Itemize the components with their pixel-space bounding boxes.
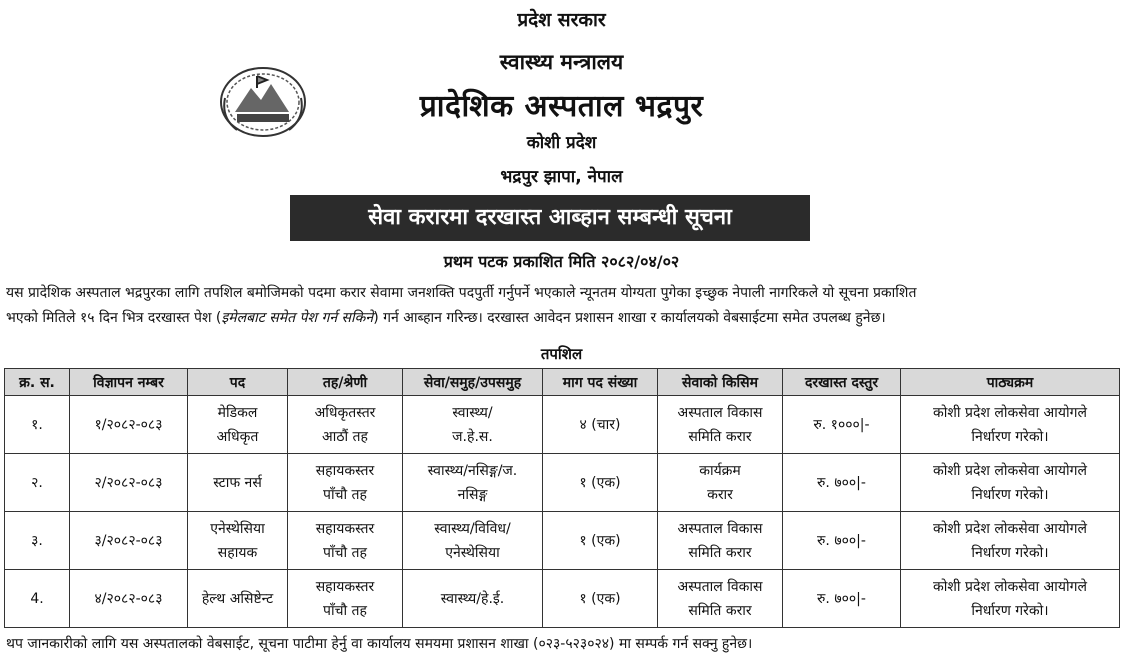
cell-text: आठौं तह [322,428,368,445]
cell-text: अधिकृतस्तर [314,404,376,421]
footer-contact-note: थप जानकारीको लागि यस अस्पतालको वेबसाईट, सूचना पाटीमा हेर्नु वा कार्यालय समयमा प्रशासन शाखा (०२३-५२३०२४) मा सम्पर्क गर्न सक्नु हुनेछ। [6,636,753,652]
org-line-province-government: प्रदेश सरकार [517,9,606,31]
cell-text: सहायक [217,544,258,561]
cell-text: ज.हे.स. [452,428,493,445]
header-syllabus: पाठ्यक्रम [901,369,1120,396]
cell-text: अधिकृत [216,428,259,445]
cell-text: अस्पताल विकास [677,578,763,595]
cell-advertisement-no: ३/२०८२-०८३ [70,512,188,570]
cell-text: पाँचौ तह [323,602,367,619]
header-post: पद [188,369,288,396]
header-service-type: सेवाको किसिम [658,369,783,396]
cell-level [288,396,403,454]
cell-syllabus [901,454,1120,512]
cell-advertisement-no: ४/२०८२-०८३ [70,570,188,628]
cell-serial-no: 4. [5,570,70,628]
cell-service-type [658,570,783,628]
cell-serial-no: २. [5,454,70,512]
cell-post [188,396,288,454]
cell-level [288,454,403,512]
cell-serial-no: १. [5,396,70,454]
email-note: इमेलबाट समेत पेश गर्न सकिने [221,310,374,326]
cell-text: अस्पताल विकास [677,520,763,537]
cell-text: स्वास्थ्य/ [452,404,493,421]
notice-body-text: ) गर्न आब्हान गरिन्छ। दरखास्त आवेदन प्रशासन शाखा र कार्यालयको वेबसाईटमा समेत उपलब्ध हुनेछ। [373,310,886,326]
cell-text: स्वास्थ्य/नसिङ्ग/ज. [427,462,518,479]
cell-positions-required: १ (एक) [543,454,658,512]
cell-text: एनेस्थेसिया [445,544,500,561]
cell-application-fee: रु. ७००|- [783,512,901,570]
cell-text: निर्धारण गरेको। [971,544,1049,561]
cell-post [188,454,288,512]
header-level: तह/श्रेणी [288,369,403,396]
org-line-address: भद्रपुर झापा, नेपाल [500,167,623,187]
table-row [5,512,1120,570]
notice-body-line-1: यस प्रादेशिक अस्पताल भद्रपुरका लागि तपशिल बमोजिमको पदमा करार सेवामा जनशक्ति पदपुर्ती गर्नुपर्ने भएकाले न्यूनतम योग्यता पुगेका इच्छुक नेपाली नागरिकले यो सूचना प्रकाशित [6,285,917,301]
cell-positions-required: १ (एक) [543,570,658,628]
cell-text: कोशी प्रदेश लोकसेवा आयोगले [933,462,1087,479]
hospital-name-title: प्रादेशिक अस्पताल भद्रपुर [419,89,704,124]
cell-text: मेडिकल [217,404,258,421]
publication-date: प्रथम पटक प्रकाशित मिति २०८२/०४/०२ [443,252,680,271]
cell-service-group [403,512,543,570]
cell-post [188,512,288,570]
cell-advertisement-no: १/२०८२-०८३ [70,396,188,454]
header-service-group: सेवा/समुह/उपसमुह [403,369,543,396]
details-heading: तपशिल [540,345,583,363]
notice-body-text: भएको मितिले १५ दिन भित्र दरखास्त पेश ( [6,310,222,326]
org-line-ministry: स्वास्थ्य मन्त्रालय [499,50,624,74]
cell-syllabus [901,570,1120,628]
notice-body [6,281,1118,331]
cell-service-type [658,454,783,512]
cell-service-group [403,454,543,512]
cell-text: सहायकस्तर [315,462,375,479]
cell-text: करार [707,486,733,503]
header-serial-no: क्र. स. [5,369,70,396]
notice-title-banner: सेवा करारमा दरखास्त आब्हान सम्बन्धी सूचना [290,195,810,241]
header-positions-required: माग पद संख्या [543,369,658,396]
cell-advertisement-no: २/२०८२-०८३ [70,454,188,512]
cell-application-fee: रु. १०००|- [783,396,901,454]
cell-text: कोशी प्रदेश लोकसेवा आयोगले [933,520,1087,537]
cell-text: कोशी प्रदेश लोकसेवा आयोगले [933,404,1087,421]
header-advertisement-no: विज्ञापन नम्बर [70,369,188,396]
cell-text: एनेस्थेसिया [210,520,265,537]
cell-text: सहायकस्तर [315,520,375,537]
cell-positions-required: ४ (चार) [543,396,658,454]
header-application-fee: दरखास्त दस्तुर [783,369,901,396]
cell-application-fee: रु. ७००|- [783,454,901,512]
table-header-row [5,369,1120,396]
cell-text: कोशी प्रदेश लोकसेवा आयोगले [933,578,1087,595]
cell-text: स्टाफ नर्स [213,474,262,491]
cell-positions-required: १ (एक) [543,512,658,570]
table-row [5,396,1120,454]
cell-text: निर्धारण गरेको। [971,602,1049,619]
cell-text: अस्पताल विकास [677,404,763,421]
cell-service-type [658,396,783,454]
cell-text: हेल्थ असिष्टेन्ट [201,590,274,607]
cell-text: कार्यक्रम [699,462,741,479]
cell-text: स्वास्थ्य/विविध/ [434,520,511,537]
cell-text: सहायकस्तर [315,578,375,595]
cell-service-type [658,512,783,570]
cell-application-fee: रु. ७००|- [783,570,901,628]
cell-syllabus [901,512,1120,570]
cell-text: निर्धारण गरेको। [971,428,1049,445]
cell-syllabus [901,396,1120,454]
cell-serial-no: ३. [5,512,70,570]
cell-level [288,512,403,570]
table-row [5,570,1120,628]
cell-service-group [403,396,543,454]
cell-service-group [403,570,543,628]
vacancy-table [4,368,1120,628]
org-line-province: कोशी प्रदेश [526,133,597,153]
cell-text: समिति करार [688,602,752,619]
cell-level [288,570,403,628]
cell-text: नसिङ्ग [457,486,488,503]
cell-text: समिति करार [688,428,752,445]
cell-text: समिति करार [688,544,752,561]
cell-text: निर्धारण गरेको। [971,486,1049,503]
notice-body-line-2 [6,306,1118,331]
cell-text: स्वास्थ्य/हे.ई. [440,590,505,607]
table-row [5,454,1120,512]
cell-post [188,570,288,628]
cell-text: पाँचौ तह [323,486,367,503]
cell-text: पाँचौ तह [323,544,367,561]
